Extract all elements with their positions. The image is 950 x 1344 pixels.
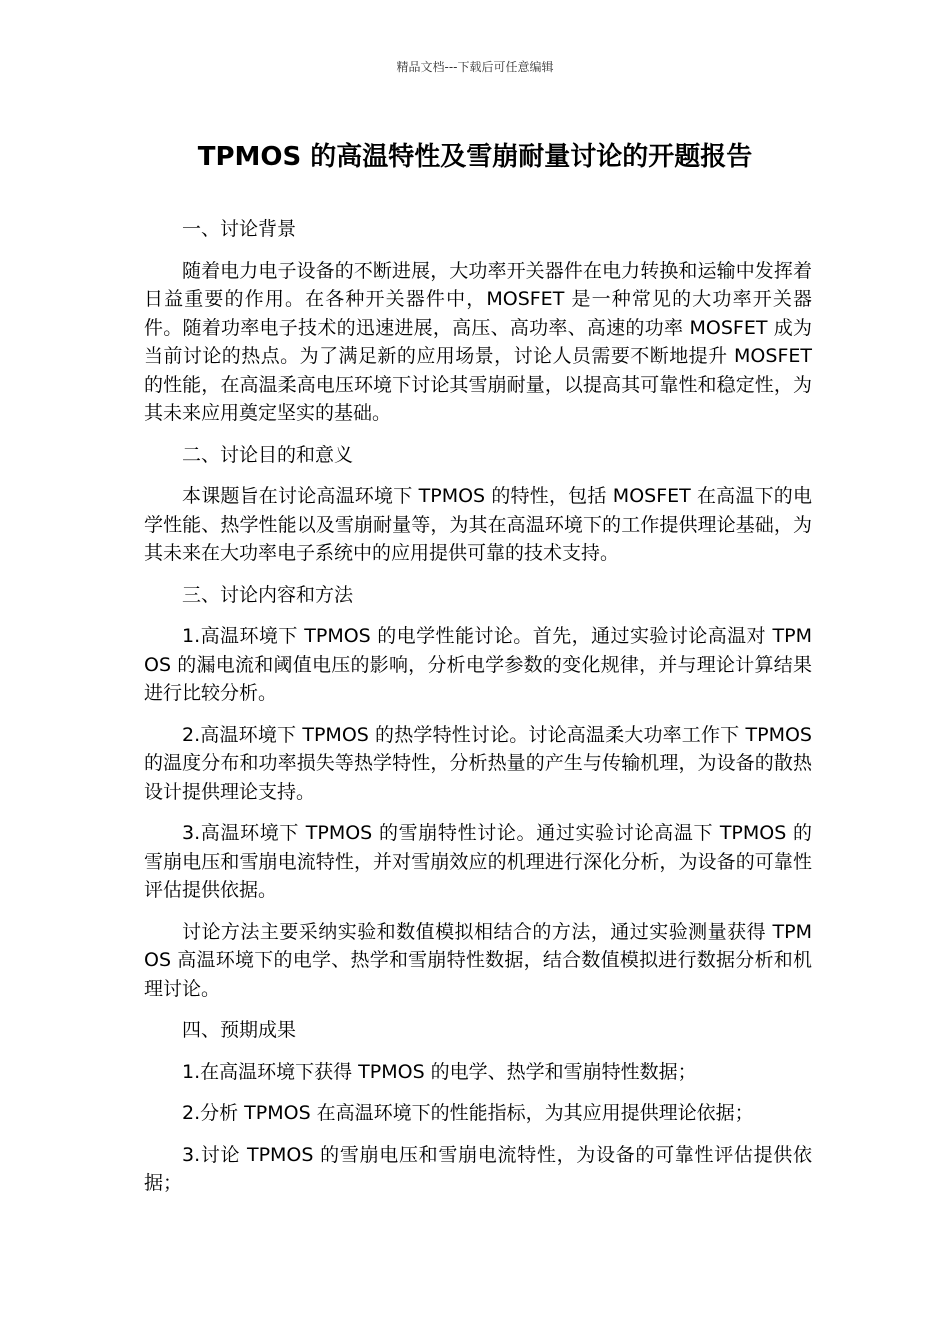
paragraph-electrical-study: 1.高温环境下 TPMOS 的电学性能讨论。首先，通过实验讨论高温对 TPMOS 的漏电流和阈值电压的影响，分析电学参数的变化规律，并与理论计算结果进行比较分析。 [144,625,812,704]
paragraph-avalanche-study: 3.高温环境下 TPMOS 的雪崩特性讨论。通过实验讨论高温下 TPMOS 的雪崩电压和雪崩电流特性，并对雪崩效应的机理进行深化分析，为设备的可靠性评估提供依据。 [144,822,812,901]
paragraph-purpose: 本课题旨在讨论高温环境下 TPMOS 的特性，包括 MOSFET 在高温下的电学性能、热学性能以及雪崩耐量等，为其在高温环境下的工作提供理论基础，为其未来在大功率电子系统中的应用提供可靠的技术支持。 [144,485,812,564]
section-heading-content-methods: 三、讨论内容和方法 [182,583,354,606]
list-item-result-3: 3.讨论 TPMOS 的雪崩电压和雪崩电流特性，为设备的可靠性评估提供依据； [144,1143,812,1194]
section-heading-expected-results: 四、预期成果 [182,1019,297,1041]
paragraph-thermal-study: 2.高温环境下 TPMOS 的热学特性讨论。讨论高温柔大功率工作下 TPMOS 的温度分布和功率损失等热学特性，分析热量的产生与传输机理，为设备的散热设计提供理论支持。 [144,723,812,803]
header-note: 精品文档---下载后可任意编辑 [396,60,554,74]
document-title: TPMOS 的高温特性及雪崩耐量讨论的开题报告 [197,142,753,172]
section-heading-background: 一、讨论背景 [182,218,297,240]
paragraph-background: 随着电力电子设备的不断进展，大功率开关器件在电力转换和运输中发挥着日益重要的作用。在各种开关器件中，MOSFET 是一种常见的大功率开关器件。随着功率电子技术的迅速进展，高压、高功率、高速的功率 MOSFET 成为当前讨论的热点。为了满足新的应用场景，讨论人员需要不断地提升 MOSFET 的性能，在高温柔高电压环境下讨论其雪崩耐量，以提高其可靠性和稳定性，为其未来应用奠定坚实的基础。 [144,259,812,424]
list-item-result-1: 1.在高温环境下获得 TPMOS 的电学、热学和雪崩特性数据； [182,1060,697,1083]
document-body [144,215,812,1211]
list-item-result-2: 2.分析 TPMOS 在高温环境下的性能指标，为其应用提供理论依据； [182,1102,754,1124]
section-heading-purpose: 二、讨论目的和意义 [182,443,354,466]
paragraph-methods: 讨论方法主要采纳实验和数值模拟相结合的方法，通过实验测量获得 TPMOS 高温环境下的电学、热学和雪崩特性数据，结合数值模拟进行数据分析和机理讨论。 [144,920,812,1000]
